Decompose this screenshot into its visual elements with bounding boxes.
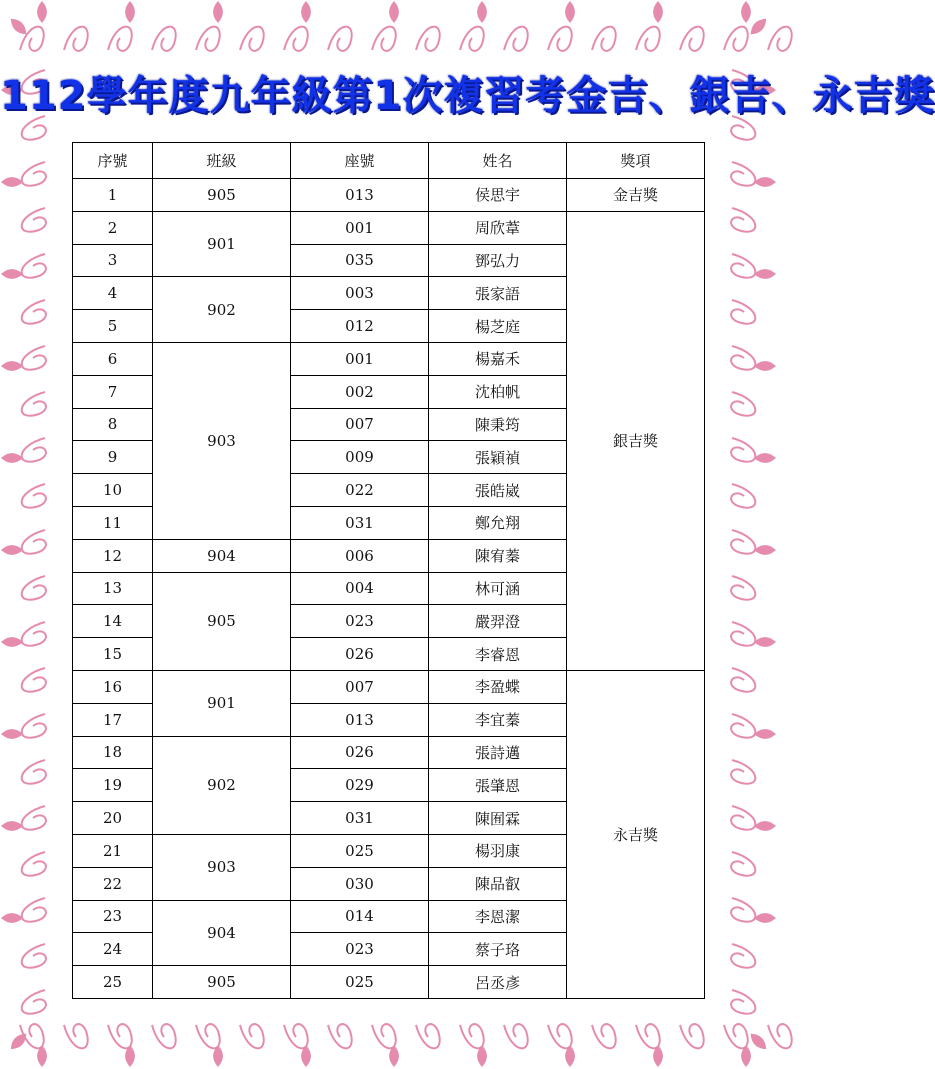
header-seat: 座號 bbox=[291, 143, 429, 179]
top-swirl bbox=[548, 27, 572, 51]
left-swirl bbox=[22, 668, 46, 692]
serial-cell: 9 bbox=[73, 441, 153, 474]
name-cell: 張穎禎 bbox=[429, 441, 567, 474]
right-swirl bbox=[731, 254, 755, 278]
serial-cell: 14 bbox=[73, 605, 153, 638]
seat-cell: 022 bbox=[291, 474, 429, 507]
seat-cell: 009 bbox=[291, 441, 429, 474]
left-swirl bbox=[22, 208, 46, 232]
top-heart-icon bbox=[653, 1, 663, 23]
name-cell: 侯思宇 bbox=[429, 179, 567, 212]
right-swirl bbox=[731, 944, 755, 968]
top-swirl bbox=[768, 27, 792, 51]
right-swirl bbox=[731, 806, 755, 830]
seat-cell: 007 bbox=[291, 408, 429, 441]
name-cell: 陳宥蓁 bbox=[429, 539, 567, 572]
bottom-swirl bbox=[372, 1024, 396, 1048]
bottom-swirl bbox=[680, 1024, 704, 1048]
right-heart-icon bbox=[754, 821, 776, 831]
class-cell: 905 bbox=[153, 179, 291, 212]
top-swirl bbox=[680, 27, 704, 51]
left-heart-icon bbox=[1, 177, 23, 187]
seat-cell: 025 bbox=[291, 834, 429, 867]
left-swirl bbox=[22, 300, 46, 324]
right-heart-icon bbox=[754, 269, 776, 279]
seat-cell: 026 bbox=[291, 736, 429, 769]
left-swirl bbox=[22, 392, 46, 416]
right-swirl bbox=[731, 622, 755, 646]
name-cell: 沈柏帆 bbox=[429, 375, 567, 408]
serial-cell: 17 bbox=[73, 703, 153, 736]
class-cell: 905 bbox=[153, 572, 291, 670]
table-row bbox=[73, 670, 705, 703]
class-cell: 904 bbox=[153, 900, 291, 966]
page-title: 112學年度九年級第1次複習考金吉、銀吉、永吉獎 bbox=[0, 73, 935, 119]
top-swirl bbox=[240, 27, 264, 51]
name-cell: 陳囿霖 bbox=[429, 802, 567, 835]
top-swirl bbox=[108, 27, 132, 51]
left-heart-icon bbox=[1, 637, 23, 647]
corner-heart-icon bbox=[747, 15, 769, 37]
name-cell: 李恩潔 bbox=[429, 900, 567, 933]
right-swirl bbox=[731, 438, 755, 462]
right-swirl bbox=[731, 990, 755, 1014]
right-swirl bbox=[731, 760, 755, 784]
top-heart-icon bbox=[741, 1, 751, 23]
right-heart-icon bbox=[754, 453, 776, 463]
left-swirl bbox=[22, 530, 46, 554]
left-heart-icon bbox=[1, 545, 23, 555]
right-swirl bbox=[731, 714, 755, 738]
top-heart-icon bbox=[125, 1, 135, 23]
right-heart-icon bbox=[754, 913, 776, 923]
name-cell: 張肇恩 bbox=[429, 769, 567, 802]
serial-cell: 21 bbox=[73, 834, 153, 867]
name-cell: 李睿恩 bbox=[429, 638, 567, 671]
right-heart-icon bbox=[754, 729, 776, 739]
seat-cell: 025 bbox=[291, 966, 429, 999]
left-swirl bbox=[22, 760, 46, 784]
serial-cell: 13 bbox=[73, 572, 153, 605]
right-heart-icon bbox=[754, 361, 776, 371]
serial-cell: 7 bbox=[73, 375, 153, 408]
right-swirl bbox=[731, 392, 755, 416]
serial-cell: 18 bbox=[73, 736, 153, 769]
name-cell: 張詩邁 bbox=[429, 736, 567, 769]
seat-cell: 023 bbox=[291, 933, 429, 966]
class-cell: 901 bbox=[153, 211, 291, 277]
serial-cell: 23 bbox=[73, 900, 153, 933]
serial-cell: 5 bbox=[73, 310, 153, 343]
seat-cell: 001 bbox=[291, 342, 429, 375]
table-header-row bbox=[73, 143, 705, 179]
header-serial: 序號 bbox=[73, 143, 153, 179]
bottom-swirl bbox=[768, 1024, 792, 1048]
top-swirl bbox=[64, 27, 88, 51]
award-cell: 銀吉獎 bbox=[567, 211, 705, 670]
seat-cell: 001 bbox=[291, 211, 429, 244]
right-swirl bbox=[731, 530, 755, 554]
left-heart-icon bbox=[1, 269, 23, 279]
header-class: 班級 bbox=[153, 143, 291, 179]
seat-cell: 023 bbox=[291, 605, 429, 638]
class-cell: 903 bbox=[153, 342, 291, 539]
table-row bbox=[73, 211, 705, 244]
left-swirl bbox=[22, 346, 46, 370]
left-swirl bbox=[22, 852, 46, 876]
name-cell: 張家語 bbox=[429, 277, 567, 310]
seat-cell: 013 bbox=[291, 703, 429, 736]
bottom-swirl bbox=[724, 1024, 748, 1048]
serial-cell: 20 bbox=[73, 802, 153, 835]
seat-cell: 007 bbox=[291, 670, 429, 703]
top-heart-icon bbox=[565, 1, 575, 23]
seat-cell: 035 bbox=[291, 244, 429, 277]
right-heart-icon bbox=[754, 637, 776, 647]
right-swirl bbox=[731, 668, 755, 692]
top-swirl bbox=[328, 27, 352, 51]
bottom-swirl bbox=[108, 1024, 132, 1048]
class-cell: 904 bbox=[153, 539, 291, 572]
right-swirl bbox=[731, 898, 755, 922]
name-cell: 楊羽康 bbox=[429, 834, 567, 867]
right-swirl bbox=[731, 346, 755, 370]
seat-cell: 026 bbox=[291, 638, 429, 671]
left-swirl bbox=[22, 622, 46, 646]
top-swirl bbox=[152, 27, 176, 51]
top-swirl bbox=[636, 27, 660, 51]
left-heart-icon bbox=[1, 821, 23, 831]
serial-cell: 15 bbox=[73, 638, 153, 671]
seat-cell: 013 bbox=[291, 179, 429, 212]
name-cell: 鄧弘力 bbox=[429, 244, 567, 277]
bottom-swirl bbox=[504, 1024, 528, 1048]
header-award: 獎項 bbox=[567, 143, 705, 179]
top-swirl bbox=[416, 27, 440, 51]
bottom-swirl bbox=[592, 1024, 616, 1048]
award-table bbox=[72, 142, 705, 999]
name-cell: 嚴羿澄 bbox=[429, 605, 567, 638]
serial-cell: 19 bbox=[73, 769, 153, 802]
serial-cell: 12 bbox=[73, 539, 153, 572]
seat-cell: 012 bbox=[291, 310, 429, 343]
class-cell: 901 bbox=[153, 670, 291, 736]
award-cell: 永吉獎 bbox=[567, 670, 705, 998]
name-cell: 呂丞彥 bbox=[429, 966, 567, 999]
left-swirl bbox=[22, 898, 46, 922]
top-swirl bbox=[504, 27, 528, 51]
name-cell: 周欣葦 bbox=[429, 211, 567, 244]
name-cell: 楊芝庭 bbox=[429, 310, 567, 343]
seat-cell: 030 bbox=[291, 867, 429, 900]
left-heart-icon bbox=[1, 913, 23, 923]
name-cell: 蔡子珞 bbox=[429, 933, 567, 966]
right-swirl bbox=[731, 576, 755, 600]
top-swirl bbox=[724, 27, 748, 51]
right-swirl bbox=[731, 852, 755, 876]
bottom-swirl bbox=[328, 1024, 352, 1048]
seat-cell: 002 bbox=[291, 375, 429, 408]
seat-cell: 006 bbox=[291, 539, 429, 572]
name-cell: 李盈蝶 bbox=[429, 670, 567, 703]
left-heart-icon bbox=[1, 361, 23, 371]
left-swirl bbox=[22, 806, 46, 830]
left-swirl bbox=[22, 438, 46, 462]
left-heart-icon bbox=[1, 453, 23, 463]
serial-cell: 3 bbox=[73, 244, 153, 277]
right-swirl bbox=[731, 162, 755, 186]
top-heart-icon bbox=[477, 1, 487, 23]
right-swirl bbox=[731, 484, 755, 508]
bottom-swirl bbox=[636, 1024, 660, 1048]
name-cell: 張皓崴 bbox=[429, 474, 567, 507]
name-cell: 陳品叡 bbox=[429, 867, 567, 900]
top-swirl bbox=[592, 27, 616, 51]
bottom-swirl bbox=[284, 1024, 308, 1048]
seat-cell: 014 bbox=[291, 900, 429, 933]
award-cell: 金吉獎 bbox=[567, 179, 705, 212]
left-swirl bbox=[22, 484, 46, 508]
serial-cell: 6 bbox=[73, 342, 153, 375]
serial-cell: 25 bbox=[73, 966, 153, 999]
right-swirl bbox=[731, 208, 755, 232]
class-cell: 902 bbox=[153, 277, 291, 343]
corner-heart-icon bbox=[747, 1030, 769, 1052]
serial-cell: 11 bbox=[73, 506, 153, 539]
top-swirl bbox=[284, 27, 308, 51]
serial-cell: 8 bbox=[73, 408, 153, 441]
left-swirl bbox=[22, 990, 46, 1014]
bottom-swirl bbox=[64, 1024, 88, 1048]
name-cell: 陳秉筠 bbox=[429, 408, 567, 441]
name-cell: 李宜蓁 bbox=[429, 703, 567, 736]
left-swirl bbox=[22, 944, 46, 968]
name-cell: 楊嘉禾 bbox=[429, 342, 567, 375]
left-heart-icon bbox=[1, 729, 23, 739]
header-name: 姓名 bbox=[429, 143, 567, 179]
top-heart-icon bbox=[389, 1, 399, 23]
class-cell: 902 bbox=[153, 736, 291, 834]
serial-cell: 24 bbox=[73, 933, 153, 966]
right-heart-icon bbox=[754, 177, 776, 187]
bottom-swirl bbox=[196, 1024, 220, 1048]
serial-cell: 2 bbox=[73, 211, 153, 244]
right-swirl bbox=[731, 300, 755, 324]
seat-cell: 029 bbox=[291, 769, 429, 802]
bottom-swirl bbox=[548, 1024, 572, 1048]
seat-cell: 004 bbox=[291, 572, 429, 605]
name-cell: 鄭允翔 bbox=[429, 506, 567, 539]
seat-cell: 003 bbox=[291, 277, 429, 310]
top-swirl bbox=[196, 27, 220, 51]
table-row bbox=[73, 179, 705, 212]
top-heart-icon bbox=[37, 1, 47, 23]
serial-cell: 22 bbox=[73, 867, 153, 900]
top-heart-icon bbox=[301, 1, 311, 23]
top-swirl bbox=[460, 27, 484, 51]
serial-cell: 10 bbox=[73, 474, 153, 507]
name-cell: 林可涵 bbox=[429, 572, 567, 605]
serial-cell: 1 bbox=[73, 179, 153, 212]
seat-cell: 031 bbox=[291, 802, 429, 835]
left-swirl bbox=[22, 254, 46, 278]
top-swirl bbox=[372, 27, 396, 51]
serial-cell: 4 bbox=[73, 277, 153, 310]
class-cell: 903 bbox=[153, 834, 291, 900]
bottom-swirl bbox=[240, 1024, 264, 1048]
right-heart-icon bbox=[754, 545, 776, 555]
bottom-swirl bbox=[152, 1024, 176, 1048]
bottom-swirl bbox=[416, 1024, 440, 1048]
left-swirl bbox=[22, 576, 46, 600]
serial-cell: 16 bbox=[73, 670, 153, 703]
top-heart-icon bbox=[213, 1, 223, 23]
left-swirl bbox=[22, 162, 46, 186]
left-swirl bbox=[22, 714, 46, 738]
bottom-swirl bbox=[460, 1024, 484, 1048]
seat-cell: 031 bbox=[291, 506, 429, 539]
class-cell: 905 bbox=[153, 966, 291, 999]
